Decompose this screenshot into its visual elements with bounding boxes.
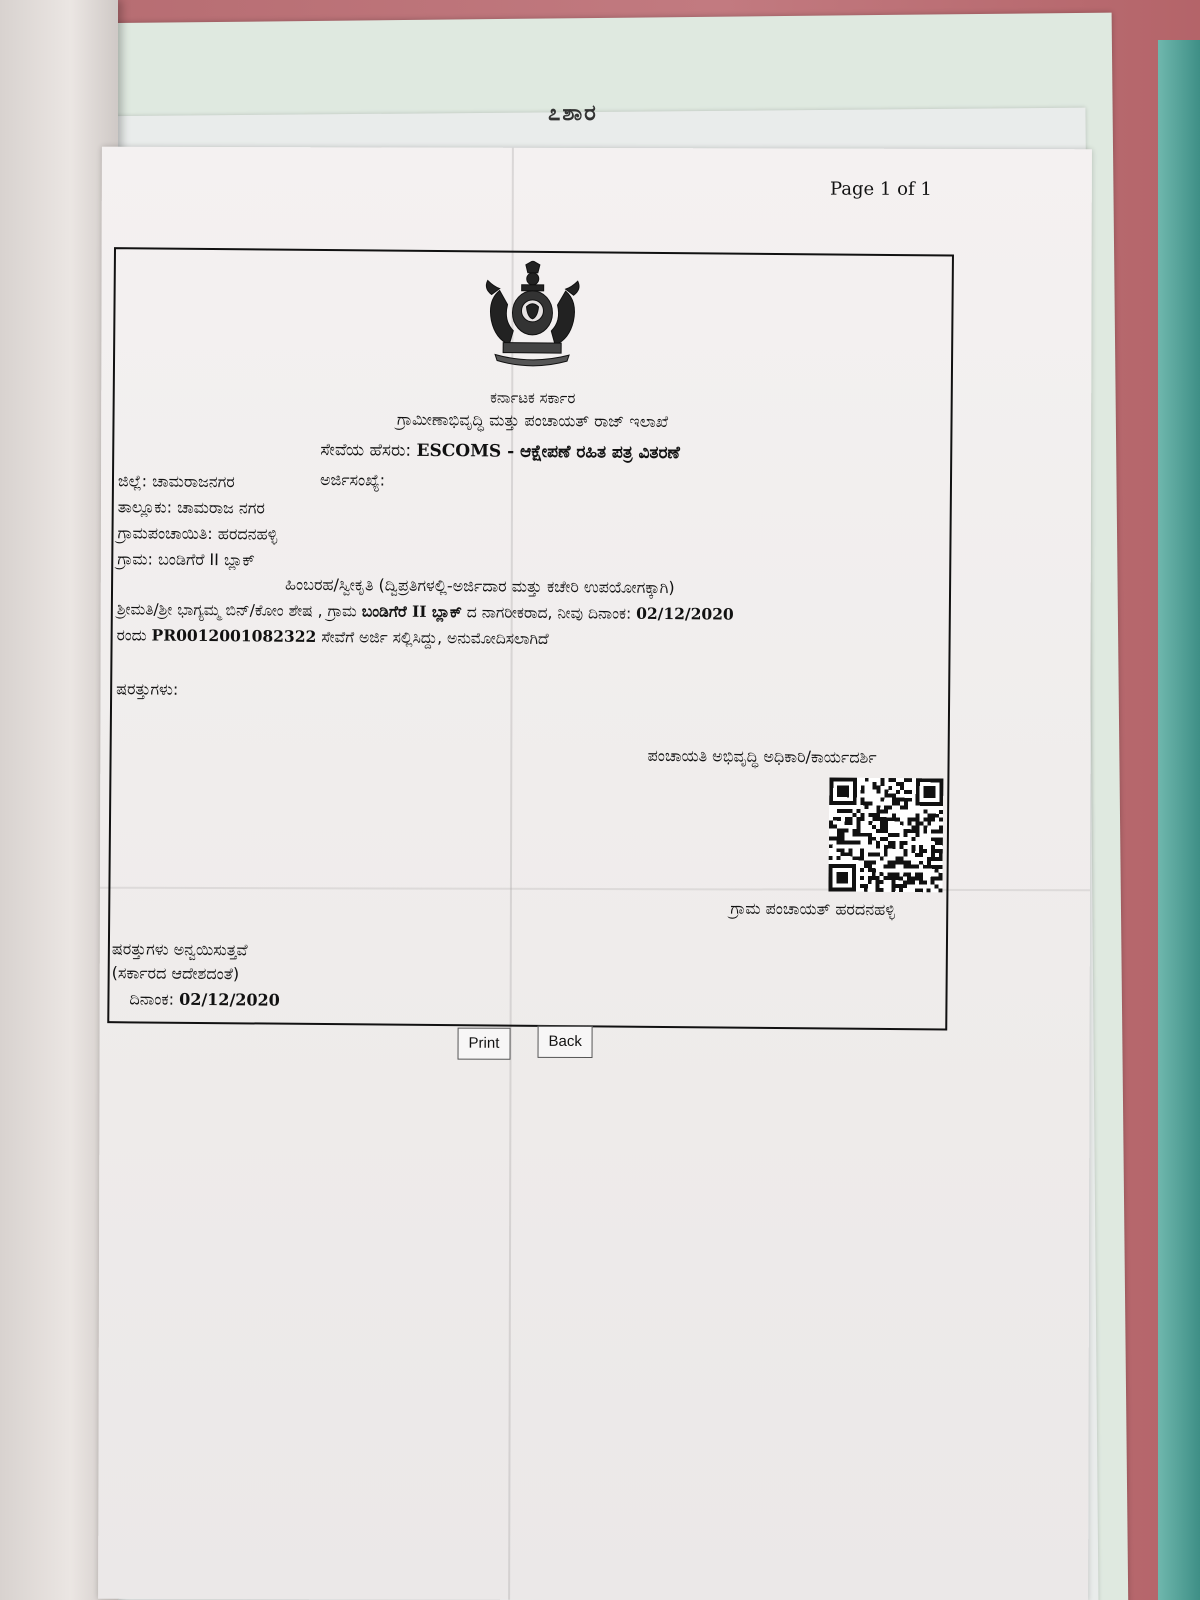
signatory-designation: ಪಂಚಾಯತಿ ಅಭಿವೃದ್ಧಿ ಅಧಿಕಾರಿ/ಕಾರ್ಯದರ್ಶಿ: [647, 745, 877, 767]
applicant-village: ಬಂಡಿಗೆರೆ II ಬ್ಲಾಕ್: [361, 601, 462, 622]
applicant-date-label: ದ ನಾಗರೀಕರಾದ, ನೀವು ದಿನಾಂಕ:: [466, 603, 632, 623]
approval-line-2: [117, 625, 549, 649]
govt-order-text: (ಸರ್ಕಾರದ ಆದೇಶದಂತೆ): [111, 963, 240, 984]
approval-line-1: [117, 599, 734, 624]
certificate-frame: [107, 247, 954, 1030]
background-text-fragment: ೭ಶಾರ: [548, 100, 598, 126]
approved-text: ಸೇವೆಗೆ ಅರ್ಜಿ ಸಲ್ಲಿಸಿದ್ದು, ಅನುಮೋದಿಸಲಾಗಿದೆ: [321, 628, 549, 648]
reference-number: PR0012001082322: [151, 625, 317, 646]
on-text: ರಂದು: [116, 626, 147, 645]
govt-title: ಕರ್ನಾಟಕ ಸರ್ಕಾರ: [490, 388, 576, 408]
document-paper: [98, 147, 1092, 1600]
taluk-field: ತಾಲ್ಲೂಕು: ಚಾಮರಾಜ ನಗರ: [117, 497, 265, 518]
service-heading: [320, 440, 680, 463]
signatory-office: ಗ್ರಾಮ ಪಂಚಾಯತ್ ಹರದನಹಳ್ಳಿ: [730, 898, 896, 920]
village-field: ಗ್ರಾಮ: ಬಂಡಿಗೆರೆ II ಬ್ಲಾಕ್: [117, 549, 255, 570]
service-prefix: ಸೇವೆಯ ಹೆಸರು:: [320, 439, 412, 461]
gram-panchayat-field: ಗ್ರಾಮಪಂಚಾಯಿತಿ: ಹರದನಹಳ್ಳಿ: [117, 523, 278, 544]
district-field: ಜಿಲ್ಲೆ: ಚಾಮರಾಜನಗರ: [117, 471, 235, 492]
application-number-field: ಅರ್ಜಿಸಂಖ್ಯೆ:: [319, 469, 386, 490]
qr-code-icon: [828, 777, 943, 892]
application-date: 02/12/2020: [636, 603, 734, 624]
back-button[interactable]: Back: [538, 1026, 593, 1058]
acknowledgement-heading: ಹಿಂಬರಹ/ಸ್ವೀಕೃತಿ (ದ್ವಿಪ್ರತಿಗಳಲ್ಲಿ-ಅರ್ಜಿದಾರ ಮತ್ತು ಕಚೇರಿ ಉಪಯೋಗಕ್ಕಾಗಿ): [285, 574, 675, 598]
page-indicator: Page 1 of 1: [829, 178, 932, 200]
department-title: ಗ್ರಾಮೀಣಾಭಿವೃದ್ಧಿ ಮತ್ತು ಪಂಚಾಯತ್ ರಾಜ್ ಇಲಾಖೆ: [396, 409, 669, 432]
print-button[interactable]: Print: [458, 1028, 511, 1060]
service-name: ESCOMS - ಆಕ್ಷೇಪಣೆ ರಹಿತ ಪತ್ರ ವಿತರಣೆ: [416, 440, 680, 464]
applicant-text: ಶ್ರೀಮತಿ/ಶ್ರೀ ಭಾಗ್ಯಮ್ಮ ಬಿನ್/ಕೋಂ ಶೇಷ , ಗ್ರಾಮ: [116, 600, 357, 621]
footer-date-label: ದಿನಾಂಕ:: [129, 989, 175, 1009]
karnataka-emblem-icon: [477, 260, 588, 371]
footer-date: [129, 989, 280, 1010]
conditions-apply-text: ಷರತ್ತುಗಳು ಅನ್ವಯಿಸುತ್ತವೆ: [111, 939, 248, 960]
footer-date-value: 02/12/2020: [179, 989, 280, 1010]
conditions-label: ಷರತ್ತುಗಳು:: [116, 679, 179, 699]
teal-folder-edge: [1158, 40, 1200, 1600]
